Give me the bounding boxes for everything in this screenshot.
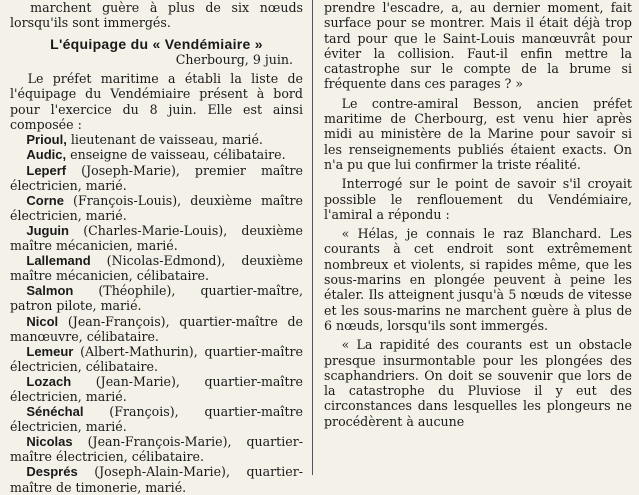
crew-entry: [10, 404, 303, 434]
crew-desc: (François-Louis), deuxième maître électricien, marié.: [10, 192, 303, 223]
crew-entry: [10, 344, 303, 374]
column-rule: [312, 0, 313, 475]
crew-entry: [10, 434, 303, 464]
crew-desc: (François), quartier-maître électricien, marié.: [10, 404, 303, 435]
quote-paragraph: « La rapidité des courants est un obstacle presque insurmontable pour les plongées des scaphandriers. On doit se souvenir que lors de la catastrophe du Pluviose il y eut des circonstances dans lesquelles les plongeurs ne procédèrent à aucune: [324, 337, 632, 429]
continued-text: marchent guère à plus de six nœuds lorsqu'ils sont immergés.: [10, 0, 303, 31]
left-column: [10, 0, 303, 495]
crew-desc: (Charles-Marie-Louis), deuxième maître mécanicien, marié.: [10, 222, 303, 254]
besson-paragraph: Le contre-amiral Besson, ancien préfet maritime de Cherbourg, est venu hier après midi au ministère de la Marine pour savoir si les renseignements publiés étaient exacts. On n'a pu que lui confirmer la triste réalité.: [324, 95, 632, 172]
crew-desc: (Albert-Mathurin), quartier-maître électricien, célibataire.: [10, 343, 303, 374]
crew-entry: [10, 314, 303, 344]
crew-desc: (Joseph-Marie), premier maître électricien, marié.: [10, 162, 303, 193]
dateline: Cherbourg, 9 juin.: [175, 51, 293, 67]
crew-desc: (Jean-François), quartier-maître de manœuvre, célibataire.: [10, 313, 303, 344]
quote-paragraph: « Hélas, je connais le raz Blanchard. Les courants à cet endroit sont extrêmement nombreux et violents, si rapides même, que les sous-marins en plongée peuvent à peine les étaler. Ils atteignent jusqu'à 5 nœuds de vitesse et les sous-marins ne marchent guère à plus de 6 nœuds, lorsqu'ils sont immergés.: [324, 226, 632, 333]
crew-entry: [10, 253, 303, 283]
crew-entry: [10, 283, 303, 313]
intro-paragraph: Le préfet maritime a établi la liste de l'équipage du Vendémiaire présent à bord pour l'exercice du 8 juin. Elle est ainsi composée :: [10, 71, 303, 133]
right-column: [324, 0, 632, 429]
crew-desc: (Jean-François-Marie), quartier-maître électricien, célibataire.: [10, 434, 303, 465]
crew-entry: [10, 132, 303, 147]
crew-name: Leperf: [26, 162, 67, 178]
crew-name: Prioul,: [26, 132, 67, 148]
crew-name: Salmon: [26, 283, 74, 299]
crew-name: Juguin: [26, 222, 69, 238]
crew-name: Nicol: [26, 313, 59, 329]
continued-paragraph: prendre l'escadre, a, au dernier moment, fait surface pour se montrer. Mais il était déjà trop tard pour que le Saint-Louis manœuvrât pour éviter la collision. Faut-il enfin mettre la catastrophe sur le compte de la brume si fréquente dans ces parages ? »: [324, 0, 632, 92]
crew-entry: [10, 163, 303, 193]
crew-name: Audic,: [26, 147, 67, 163]
crew-desc: (Joseph-Alain-Marie), quartier-maître de timonerie, marié.: [10, 464, 303, 495]
crew-desc: (Jean-Marie), quartier-maître électricien, marié.: [10, 373, 303, 404]
crew-name: Lemeur: [26, 343, 74, 359]
crew-name: Lallemand: [26, 253, 91, 269]
crew-name: Nicolas: [26, 434, 73, 450]
crew-list: [10, 132, 303, 494]
crew-name: Sénéchal: [26, 404, 84, 420]
article-heading: L'équipage du « Vendémiaire »: [50, 35, 263, 52]
crew-desc: (Nicolas-Edmond), deuxième maître mécanicien, célibataire.: [10, 253, 303, 284]
crew-entry: [10, 193, 303, 223]
crew-entry: [10, 464, 303, 494]
crew-name: Lozach: [26, 373, 72, 389]
crew-entry: [10, 147, 303, 162]
crew-entry: [10, 374, 303, 404]
crew-desc: (Théophile), quartier-maître, patron pilote, marié.: [10, 283, 303, 314]
crew-desc: enseigne de vaisseau, célibataire.: [70, 147, 286, 163]
crew-desc: lieutenant de vaisseau, marié.: [70, 132, 263, 148]
crew-name: Després: [26, 464, 78, 480]
crew-name: Corne: [26, 192, 64, 208]
question-paragraph: Interrogé sur le point de savoir s'il croyait possible le renflouement du Vendémiaire, l'amiral a répondu :: [324, 176, 632, 222]
crew-entry: [10, 223, 303, 253]
